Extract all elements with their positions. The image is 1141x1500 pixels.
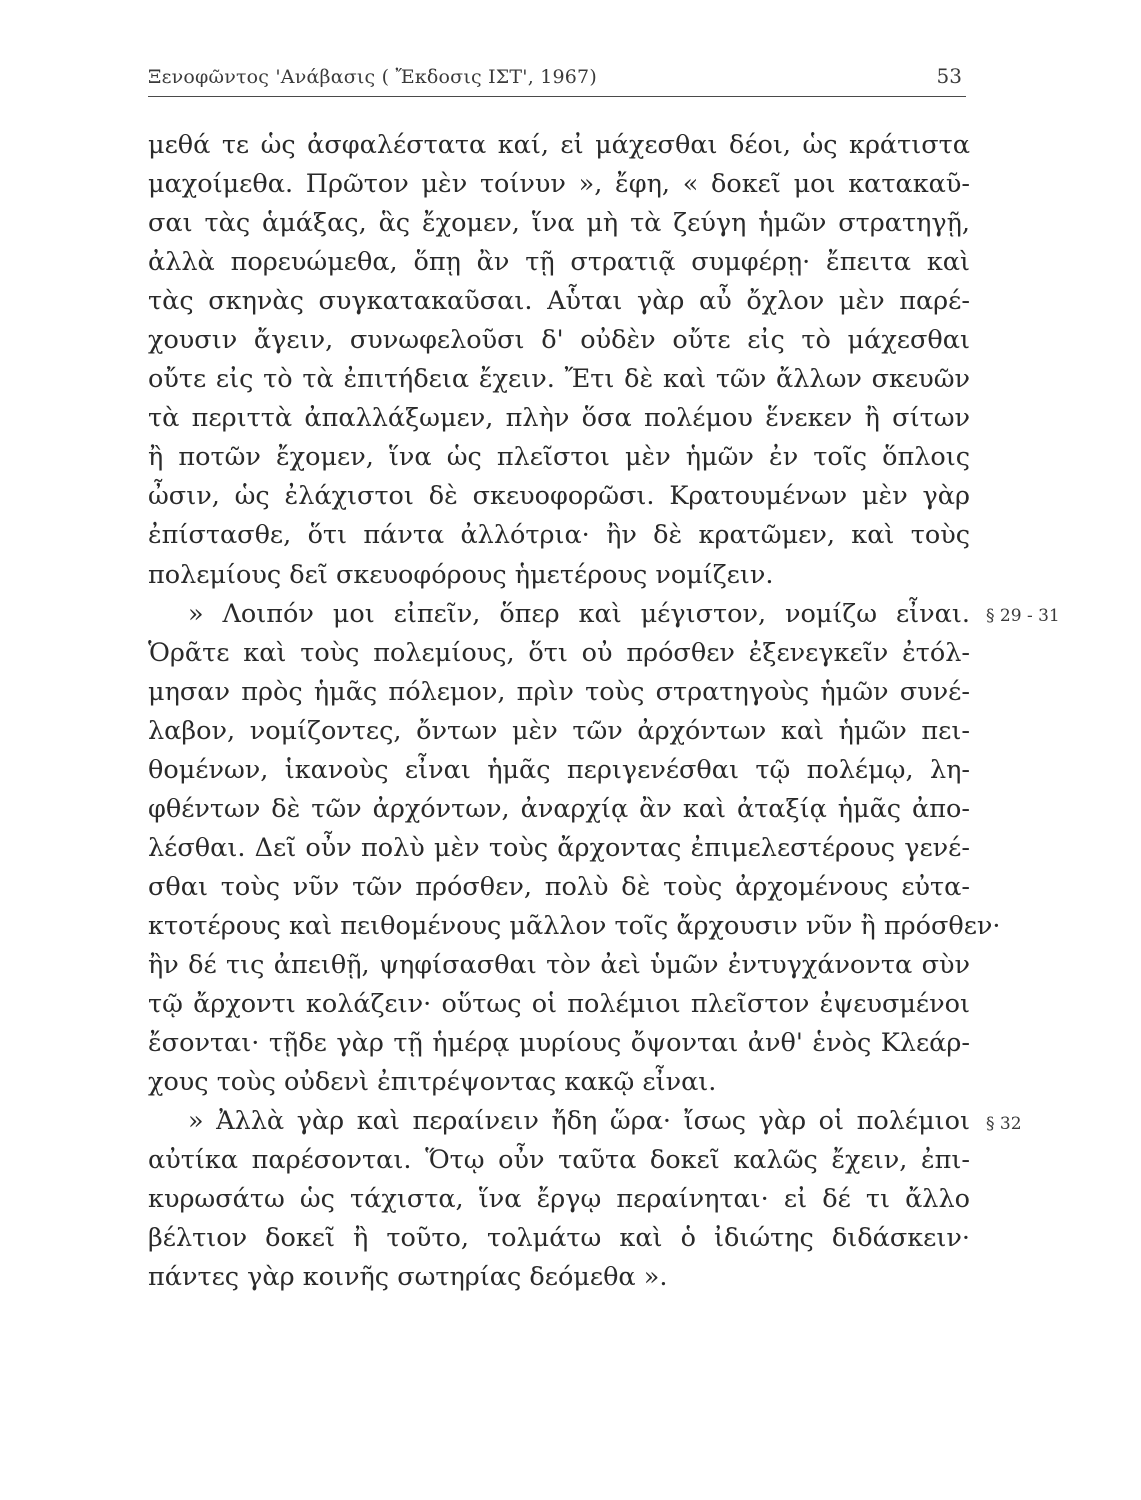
- text-line: οὔτε εἰς τὸ τὰ ἐπιτήδεια ἔχειν. Ἔτι δὲ καὶ τῶν ἄλλων σκευῶν: [148, 364, 970, 395]
- text-line: μαχοίμεθα. Πρῶτον μὲν τοίνυν », ἔφη, « δοκεῖ μοι κατακαῦ-: [148, 169, 970, 200]
- page-number: 53: [936, 64, 962, 88]
- text-line: πολεμίους δεῖ σκευοφόρους ἡμετέρους νομίζειν.: [148, 559, 774, 590]
- text-line: τῷ ἄρχοντι κολάζειν· οὕτως οἱ πολέμιοι πλεῖστον ἐψευσμένοι: [148, 989, 970, 1020]
- text-line: » Λοιπόν μοι εἰπεῖν, ὅπερ καὶ μέγιστον, νομίζω εἶναι.: [188, 598, 970, 629]
- margin-section-note: § 32: [986, 1113, 1022, 1134]
- text-line: τὰ περιττὰ ἀπαλλάξωμεν, πλὴν ὅσα πολέμου ἕνεκεν ἢ σίτων: [148, 403, 970, 434]
- text-line: βέλτιον δοκεῖ ἢ τοῦτο, τολμάτω καὶ ὁ ἰδιώτης διδάσκειν·: [148, 1223, 970, 1254]
- running-header: [148, 62, 966, 97]
- text-line: μησαν πρὸς ἡμᾶς πόλεμον, πρὶν τοὺς στρατηγοὺς ἡμῶν συνέ-: [148, 676, 970, 707]
- text-line: θομένων, ἱκανοὺς εἶναι ἡμᾶς περιγενέσθαι τῷ πολέμῳ, λη-: [148, 754, 970, 785]
- text-line: σαι τὰς ἁμάξας, ἃς ἔχομεν, ἵνα μὴ τὰ ζεύγη ἡμῶν στρατηγῇ,: [148, 208, 970, 239]
- text-line: μεθά τε ὡς ἀσφαλέστατα καί, εἰ μάχεσθαι δέοι, ὡς κράτιστα: [148, 130, 970, 160]
- text-line: Ὁρᾶτε καὶ τοὺς πολεμίους, ὅτι οὐ πρόσθεν ἐξενεγκεῖν ἐτόλ-: [148, 637, 970, 668]
- text-line: τὰς σκηνὰς συγκατακαῦσαι. Αὗται γὰρ αὖ ὄχλον μὲν παρέ-: [148, 286, 970, 317]
- margin-section-note: § 29 - 31: [986, 606, 1060, 627]
- text-line: λέσθαι. Δεῖ οὖν πολὺ μὲν τοὺς ἄρχοντας ἐπιμελεστέρους γενέ-: [148, 832, 970, 863]
- text-line: ἢ ποτῶν ἔχομεν, ἵνα ὡς πλεῖστοι μὲν ἡμῶν ἐν τοῖς ὅπλοις: [148, 442, 970, 473]
- text-line: ἢν δέ τις ἀπειθῇ, ψηφίσασθαι τὸν ἀεὶ ὑμῶν ἐντυγχάνοντα σὺν: [148, 949, 970, 980]
- text-line: κυρωσάτω ὡς τάχιστα, ἵνα ἔργῳ περαίνηται· εἰ δέ τι ἄλλο: [148, 1184, 970, 1215]
- text-line: αὐτίκα παρέσονται. Ὅτῳ οὖν ταῦτα δοκεῖ καλῶς ἔχειν, ἐπι-: [148, 1145, 970, 1176]
- body-text: [148, 126, 1001, 1297]
- text-line: χουσιν ἄγειν, συνωφελοῦσι δ' οὐδὲν οὔτε εἰς τὸ μάχεσθαι: [148, 325, 970, 356]
- text-line: ἐπίστασθε, ὅτι πάντα ἀλλότρια· ἢν δὲ κρατῶμεν, καὶ τοὺς: [148, 520, 970, 551]
- text-line: χους τοὺς οὐδενὶ ἐπιτρέψοντας κακῷ εἶναι.: [148, 1067, 717, 1098]
- text-line: λαβον, νομίζοντες, ὄντων μὲν τῶν ἀρχόντων καὶ ἡμῶν πει-: [148, 715, 970, 746]
- text-line: ἀλλὰ πορευώμεθα, ὅπῃ ἂν τῇ στρατιᾷ συμφέρῃ· ἔπειτα καὶ: [148, 247, 970, 278]
- text-line: ἔσονται· τῇδε γὰρ τῇ ἡμέρᾳ μυρίους ὄψονται ἀνθ' ἑνὸς Κλεάρ-: [148, 1028, 970, 1059]
- text-line: σθαι τοὺς νῦν τῶν πρόσθεν, πολὺ δὲ τοὺς ἀρχομένους εὐτα-: [148, 871, 970, 902]
- text-line: κτοτέρους καὶ πειθομένους μᾶλλον τοῖς ἄρχουσιν νῦν ἢ πρόσθεν·: [148, 910, 1001, 941]
- text-line: φθέντων δὲ τῶν ἀρχόντων, ἀναρχίᾳ ἂν καὶ ἀταξίᾳ ἡμᾶς ἀπο-: [148, 793, 970, 824]
- running-title: Ξενοφῶντος 'Ανάβασις ( Ἔκδοσις ΙΣΤ', 1967): [148, 66, 597, 88]
- text-line: πάντες γὰρ κοινῆς σωτηρίας δεόμεθα ».: [148, 1262, 668, 1293]
- text-line: » Ἀλλὰ γὰρ καὶ περαίνειν ἤδη ὥρα· ἴσως γὰρ οἱ πολέμιοι: [188, 1106, 970, 1137]
- text-line: ὦσιν, ὡς ἐλάχιστοι δὲ σκευοφορῶσι. Κρατουμένων μὲν γὰρ: [148, 481, 970, 512]
